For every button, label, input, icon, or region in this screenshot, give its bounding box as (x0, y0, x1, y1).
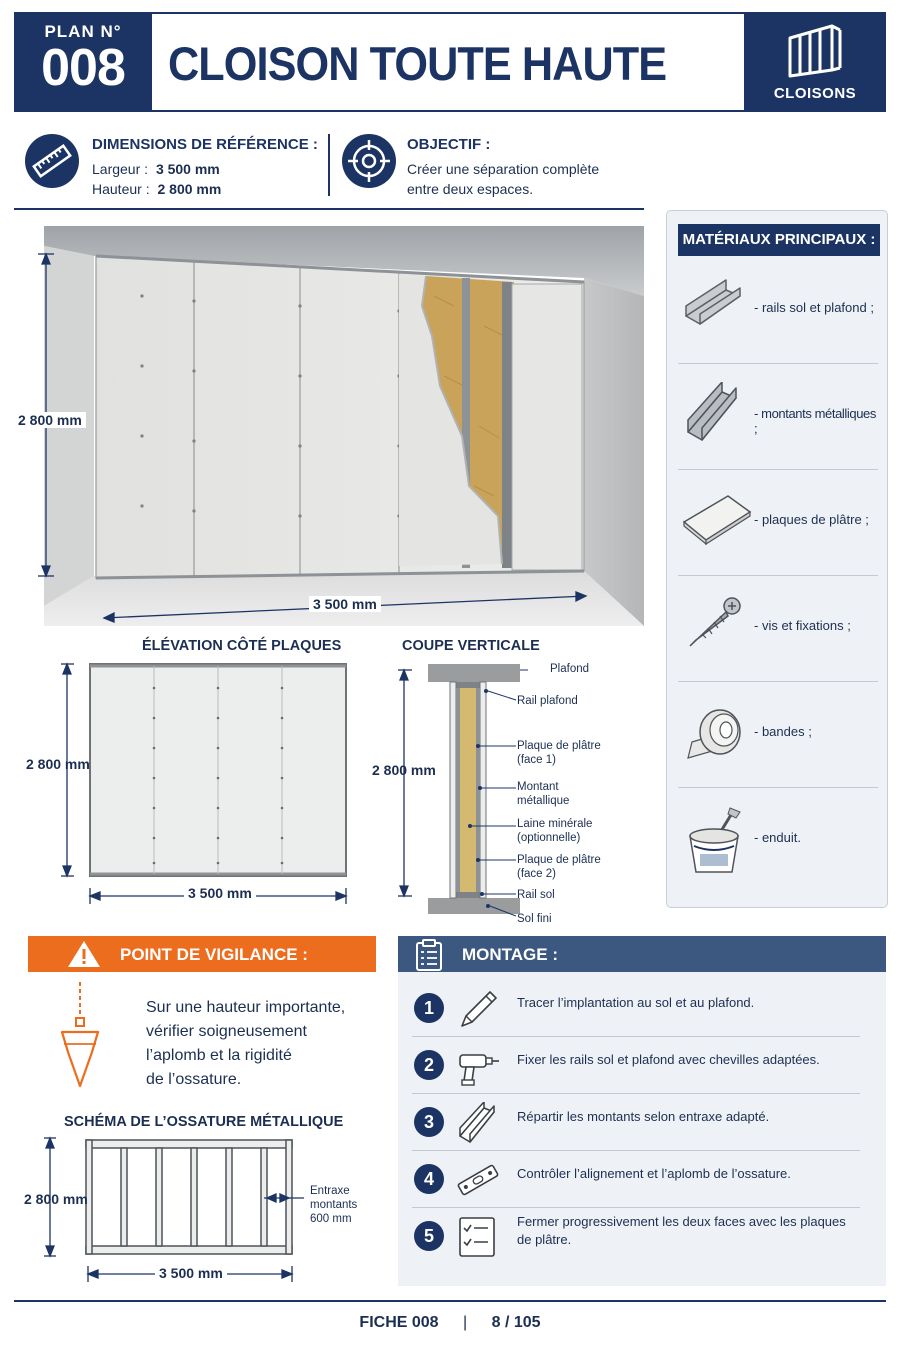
drill-icon (456, 1045, 500, 1087)
label-floor-rail: Rail sol (517, 889, 555, 901)
label-floor: Sol fini (517, 913, 552, 925)
step-text: Répartir les montants selon entraxe adapté. (517, 1109, 770, 1124)
step-text: Fermer progressivement les deux faces avec les plaques de plâtre. (517, 1214, 846, 1247)
plumb-bob-icon (58, 982, 102, 1088)
rail-icon (682, 276, 746, 340)
target-icon (342, 134, 396, 188)
elevation-width-dim: 3 500 mm (184, 885, 256, 901)
plan-label: PLAN N° (44, 22, 122, 41)
material-item: - vis et fixations ; (678, 576, 878, 682)
height-row (92, 179, 221, 199)
stud-icon (682, 382, 746, 452)
step-number: 5 (414, 1221, 444, 1251)
material-item: - enduit. (678, 788, 878, 894)
category-block (744, 12, 886, 112)
section-divider (14, 208, 644, 210)
material-item: - bandes ; (678, 682, 878, 788)
elevation-height-dim: 2 800 mm (26, 756, 90, 772)
section-drawing (390, 658, 530, 920)
label-board-2: Plaque de plâtre (face 2) (517, 854, 601, 880)
level-icon (456, 1159, 500, 1201)
footer-separator: | (463, 1314, 468, 1331)
section-height-dim: 2 800 mm (372, 762, 436, 778)
elevation-drawing (58, 658, 358, 908)
montage-step (412, 1037, 860, 1094)
warning-icon (66, 939, 102, 969)
step-number: 4 (414, 1164, 444, 1194)
objective-line-2: entre deux espaces. (407, 181, 534, 197)
vigilance-heading: POINT DE VIGILANCE : (120, 945, 308, 964)
vigilance-text: Sur une hauteur importante, vérifier soigneusement l’aplomb et la rigidité de l’ossature. (146, 999, 346, 1088)
frame-width-dim: 3 500 mm (155, 1265, 227, 1281)
montage-step (412, 980, 860, 1037)
section-title: COUPE VERTICALE (402, 638, 540, 654)
label-stud: Montant métallique (517, 781, 570, 807)
plan-number: 008 (41, 39, 125, 97)
render-width-dim: 3 500 mm (309, 596, 381, 612)
info-divider (328, 134, 330, 196)
step-number: 1 (414, 993, 444, 1023)
montage-step (412, 1208, 860, 1265)
sheet-label: FICHE 008 (359, 1314, 439, 1331)
tape-icon (682, 700, 746, 764)
partition-icon (784, 22, 844, 80)
label-ceiling: Plafond (550, 663, 590, 675)
step-number: 3 (414, 1107, 444, 1137)
elevation-title: ÉLÉVATION CÔTÉ PLAQUES (142, 638, 342, 654)
stud-icon (456, 1102, 500, 1144)
render-height-dim: 2 800 mm (14, 412, 86, 428)
label-mineral-wool: Laine minérale (optionnelle) (517, 818, 593, 844)
page-title: CLOISON TOUTE HAUTE (168, 37, 667, 90)
compound-bucket-icon (682, 806, 746, 876)
label-ceiling-rail: Rail plafond (517, 695, 578, 707)
width-value: 3 500 mm (155, 161, 220, 177)
material-item: - rails sol et plafond ; (678, 258, 878, 364)
height-label: Hauteur : (92, 181, 150, 197)
montage-header (398, 936, 886, 972)
frame-spacing-label: Entraxe montants 600 mm (310, 1185, 358, 1225)
montage-heading: MONTAGE : (462, 945, 559, 964)
material-item: - montants métalliques ; (678, 364, 878, 470)
vigilance-body (28, 972, 376, 1092)
width-label: Largeur : (92, 161, 149, 177)
plan-number-block (14, 12, 152, 112)
objective-heading: OBJECTIF : (407, 136, 491, 153)
step-text: Fixer les rails sol et plafond avec chevilles adaptées. (517, 1052, 820, 1067)
footer (0, 1314, 900, 1332)
step-text: Contrôler l’alignement et l’aplomb de l’ossature. (517, 1166, 791, 1181)
montage-step (412, 1094, 860, 1151)
category-label: CLOISONS (773, 85, 857, 102)
clipboard-icon (412, 938, 446, 972)
objective-line-1: Créer une séparation complète (407, 161, 600, 177)
checklist-icon (456, 1216, 500, 1258)
ruler-icon (25, 134, 79, 188)
frame-height-dim: 2 800 mm (24, 1191, 88, 1207)
reference-heading: DIMENSIONS DE RÉFÉRENCE : (92, 136, 318, 153)
frame-title: SCHÉMA DE L’OSSATURE MÉTALLIQUE (64, 1114, 344, 1130)
vigilance-header (28, 936, 376, 972)
plasterboard-icon (682, 488, 752, 548)
footer-divider (14, 1300, 886, 1302)
pencil-icon (456, 988, 500, 1030)
title-block (152, 12, 744, 112)
page-number: 8 / 105 (491, 1314, 541, 1331)
label-board-1: Plaque de plâtre (face 1) (517, 740, 601, 766)
materials-heading: MATÉRIAUX PRINCIPAUX : (678, 224, 880, 256)
height-value: 2 800 mm (157, 181, 222, 197)
width-row (92, 159, 220, 179)
wall-render (14, 226, 644, 626)
screw-icon (682, 594, 746, 654)
step-text: Tracer l’implantation au sol et au plafond. (517, 995, 755, 1010)
montage-step (412, 1151, 860, 1208)
material-item: - plaques de plâtre ; (678, 470, 878, 576)
step-number: 2 (414, 1050, 444, 1080)
